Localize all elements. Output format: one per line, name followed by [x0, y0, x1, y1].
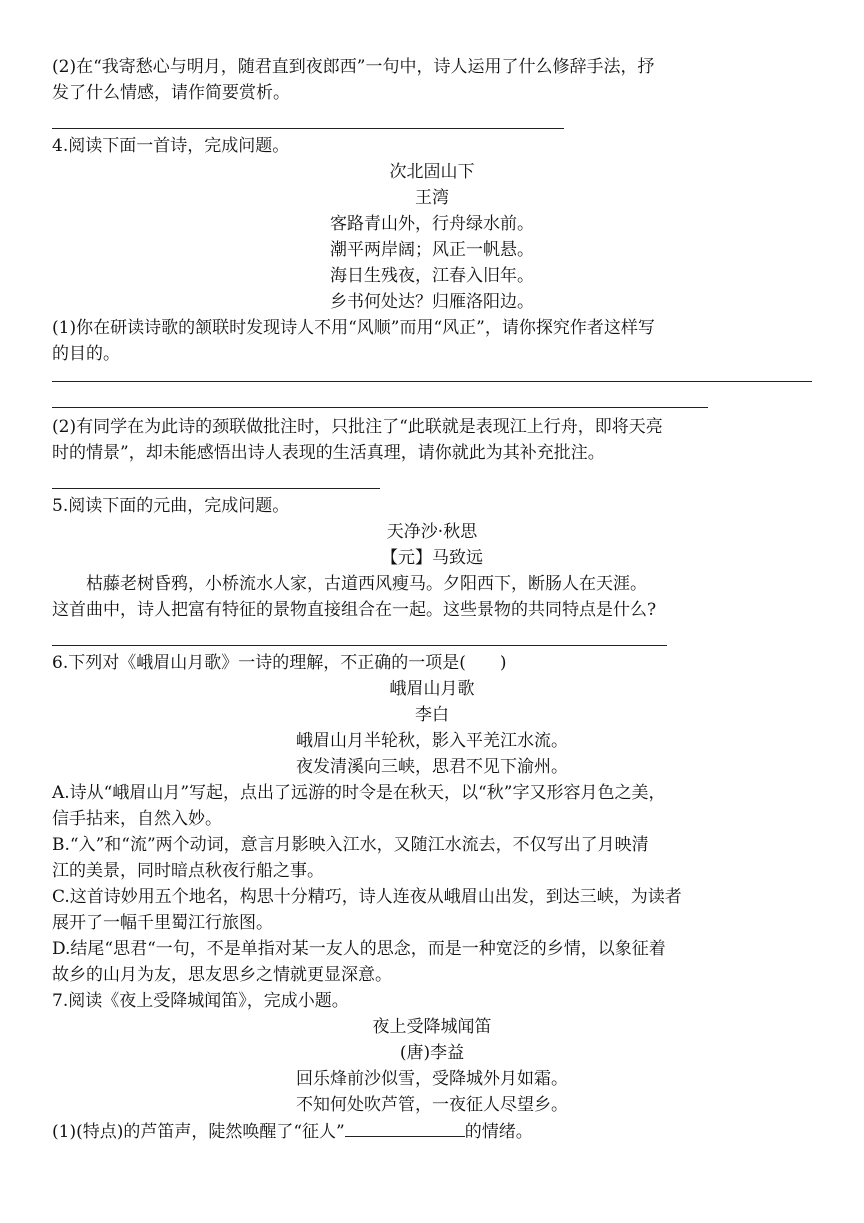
answer-line[interactable]: [52, 407, 708, 408]
q4-part1-line1: (1)你在研读诗歌的颔联时发现诗人不用“风顺”而用“风正”，请你探究作者这样写: [52, 318, 655, 338]
option-b-line1[interactable]: B.“入”和“流”两个动词，意言月影映入江水，又随江水流去，不仅写出了月映清: [52, 835, 649, 855]
poem-line: 不知何处吹芦管，一夜征人尽望乡。: [296, 1095, 568, 1115]
poem-author: 【元】马致远: [381, 548, 483, 568]
poem-title: 天净沙·秋思: [386, 522, 478, 542]
q5-question: 这首曲中，诗人把富有特征的景物直接组合在一起。这些景物的共同特点是什么?: [52, 600, 657, 620]
q7-part1-after: 的情绪。: [464, 1122, 533, 1142]
option-a-line1[interactable]: A.诗从“峨眉山月”写起，点出了远游的时令是在秋天，以“秋”字又形容月色之美，: [52, 783, 666, 803]
poem-line: 夜发清溪向三峡，思君不见下渝州。: [296, 757, 568, 777]
poem-line: 回乐烽前沙似雪，受降城外月如霜。: [296, 1069, 568, 1089]
q7-part1-before: (1)(特点)的芦笛声，陡然唤醒了“征人”: [52, 1122, 345, 1142]
poem-line: 乡书何处达？归雁洛阳边。: [330, 292, 534, 312]
q5-stem: 5.阅读下面的元曲，完成问题。: [52, 496, 290, 516]
q4-stem: 4.阅读下面一首诗，完成问题。: [52, 136, 290, 156]
poem-author: 李白: [415, 705, 449, 725]
poem-text: 枯藤老树昏鸦，小桥流水人家，古道西风瘦马。夕阳西下，断肠人在天涯。: [86, 574, 647, 594]
poem-line: 客路青山外，行舟绿水前。: [330, 214, 534, 234]
q6-stem: 6.下列对《峨眉山月歌》一诗的理解，不正确的一项是( ): [52, 653, 507, 673]
q4-part2-line2: 时的情景”，却未能感悟出诗人表现的生活真理，请你就此为其补充批注。: [52, 443, 605, 463]
q4-part1-line2: 的目的。: [52, 344, 120, 364]
q4-part2-line1: (2)有同学在为此诗的颈联做批注时，只批注了“此联就是表现江上行舟，即将天亮: [52, 417, 663, 437]
poem-title: 峨眉山月歌: [389, 679, 475, 699]
poem-title: 夜上受降城闻笛: [372, 1017, 492, 1037]
answer-line[interactable]: [52, 381, 812, 382]
option-a-line2[interactable]: 信手拈来，自然入妙。: [52, 809, 222, 829]
answer-line[interactable]: [52, 645, 667, 646]
answer-line[interactable]: [52, 128, 564, 129]
option-c-line2[interactable]: 展开了一幅千里蜀江行旅图。: [52, 913, 273, 933]
poem-author: 王湾: [415, 188, 449, 208]
poem-author: (唐)李益: [399, 1043, 465, 1063]
option-d-line2[interactable]: 故乡的山月为友，思友思乡之情就更显深意。: [52, 965, 392, 985]
poem-title: 次北固山下: [389, 162, 475, 182]
answer-line[interactable]: [52, 488, 380, 489]
option-c-line1[interactable]: C.这首诗妙用五个地名，构思十分精巧，诗人连夜从峨眉山出发，到达三峡，为读者: [52, 887, 682, 907]
poem-line: 峨眉山月半轮秋，影入平羌江水流。: [296, 731, 568, 751]
option-b-line2[interactable]: 江的美景，同时暗点秋夜行船之事。: [52, 861, 324, 881]
q3-part2-line2: 发了什么情感，请作简要赏析。: [52, 83, 290, 103]
worksheet-page: [52, 54, 812, 1145]
poem-line: 潮平两岸阔；风正一帆悬。: [330, 240, 534, 260]
q7-part1: [52, 1118, 812, 1145]
poem-line: 海日生残夜，江春入旧年。: [330, 266, 534, 286]
q3-part2-line1: (2)在“我寄愁心与明月，随君直到夜郎西”一句中，诗人运用了什么修辞手法，抒: [52, 57, 655, 77]
option-d-line1[interactable]: D.结尾“思君“一句，不是单指对某一友人的思念，而是一种宽泛的乡情，以象征着: [52, 939, 666, 959]
fill-in-blank[interactable]: [345, 1118, 465, 1137]
q7-stem: 7.阅读《夜上受降城闻笛》，完成小题。: [52, 991, 349, 1011]
